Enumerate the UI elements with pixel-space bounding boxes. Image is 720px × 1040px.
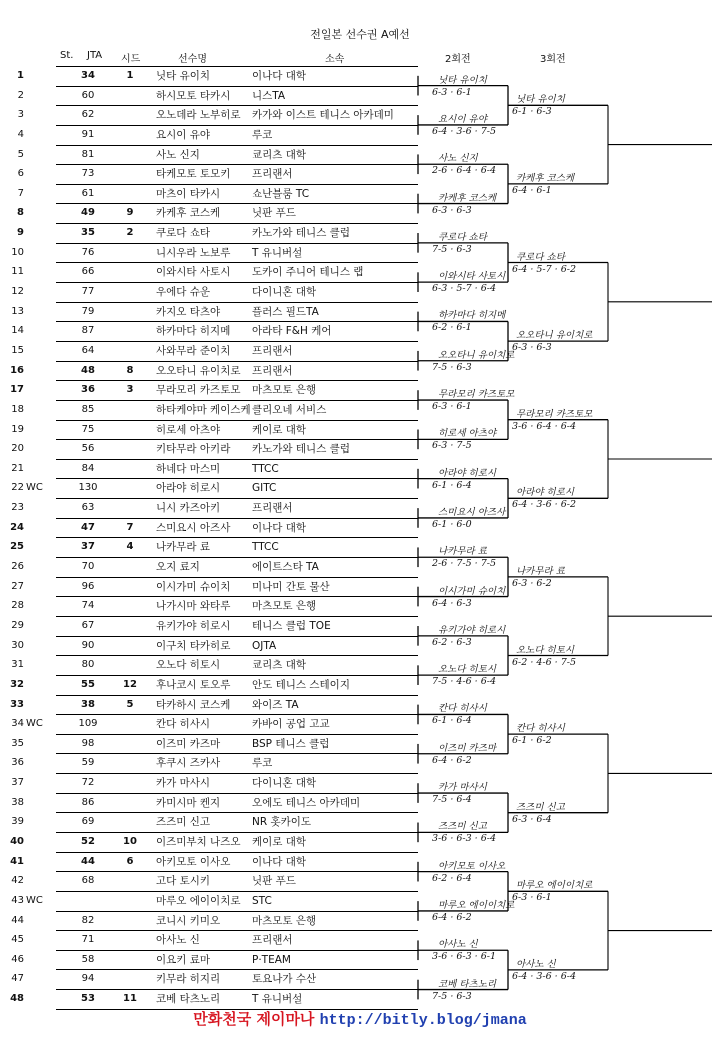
player-affiliation: 마츠모토 은행 [252, 600, 317, 613]
player-name: 이시가미 슈이치 [156, 580, 231, 593]
round3-winner: 아라야 히로시 [516, 487, 575, 499]
seed: 7 [126, 521, 134, 533]
player-name: 고다 토시키 [156, 875, 211, 888]
player-name: 유키가야 히로시 [156, 619, 231, 632]
seed: 3 [126, 384, 134, 396]
jta-rank: 72 [81, 777, 95, 789]
footer-brand: 만화천국 제이마나 [193, 1010, 315, 1028]
player-number: 11 [11, 266, 24, 278]
round2-winner: 이와시타 사토시 [438, 271, 506, 283]
player-name: 오오타니 유이치로 [156, 364, 241, 377]
player-affiliation: 프리랜서 [252, 934, 293, 947]
jta-rank: 80 [81, 659, 95, 671]
player-number: 27 [11, 580, 24, 592]
jta-rank: 62 [81, 109, 95, 121]
seed: 1 [126, 70, 134, 81]
wildcard-mark: WC [26, 894, 43, 906]
jta-rank: 55 [81, 678, 95, 690]
player-affiliation: BSP 테니스 클럽 [252, 737, 330, 750]
player-affiliation: 프리랜서 [252, 344, 293, 357]
jta-rank: 60 [81, 89, 95, 101]
player-name: 이요키 료마 [156, 953, 211, 966]
player-number: 33 [10, 698, 24, 710]
player-number: 45 [11, 934, 24, 946]
player-affiliation: T 유니버설 [252, 993, 303, 1006]
player-affiliation: 와이즈 TA [252, 698, 299, 711]
jta-rank: 77 [81, 286, 95, 298]
player-affiliation: 테니스 클럽 TOE [252, 619, 331, 632]
player-name: 아키모토 이사오 [156, 855, 231, 868]
player-number: 24 [10, 521, 24, 533]
round3-winner: 즈즈미 신고 [516, 801, 565, 813]
player-name: 하카마다 히지메 [156, 325, 231, 338]
round2-score: 7-5 · 6-3 [432, 243, 472, 255]
player-affiliation: 토요나가 수산 [252, 973, 317, 986]
player-name: 오노데라 노부히로 [156, 109, 241, 122]
round3-score: 6-4 · 3-6 · 6-2 [512, 499, 577, 511]
round3-score: 6-1 · 6-2 [512, 735, 552, 747]
player-number: 9 [17, 227, 24, 239]
player-affiliation: 마츠모토 은행 [252, 384, 317, 397]
player-name: 하네다 마스미 [156, 462, 221, 475]
player-name: 쿠로다 쇼타 [156, 227, 211, 240]
player-name: 하시모토 타카시 [156, 89, 231, 102]
round2-score: 6-4 · 3-6 · 7-5 [432, 125, 497, 137]
jta-rank: 53 [81, 993, 95, 1005]
round2-score: 6-2 · 6-1 [432, 322, 472, 334]
player-name: 우에다 슈운 [156, 286, 211, 299]
round2-score: 7-5 · 4-6 · 6-4 [432, 676, 497, 688]
seed: 11 [123, 993, 137, 1005]
player-name: 키무라 히지리 [156, 973, 221, 986]
player-name: 니시 카즈아키 [156, 502, 221, 515]
jta-rank: 34 [81, 70, 95, 81]
jta-rank: 84 [81, 462, 95, 474]
round3-score: 6-2 · 4-6 · 7-5 [512, 656, 577, 668]
player-number: 17 [10, 384, 24, 396]
player-affiliation: NR 홋카이도 [252, 816, 312, 829]
player-affiliation: 플러스 필드TA [252, 305, 319, 318]
seed: 10 [123, 835, 137, 847]
player-number: 36 [11, 757, 24, 769]
round3-winner: 칸다 히사시 [516, 723, 565, 735]
round2-winner: 칸다 히사시 [438, 703, 487, 715]
player-affiliation: 안도 테니스 스테이지 [252, 678, 350, 691]
player-number: 14 [11, 325, 24, 337]
player-name: 이와시타 사토시 [156, 266, 231, 279]
player-name: 닛타 유이치 [156, 70, 211, 82]
round2-winner: 히로세 아츠야 [438, 428, 497, 440]
round2-winner: 아키모토 이사오 [438, 860, 506, 872]
player-name: 오지 료지 [156, 561, 200, 574]
player-name: 키타무라 아키라 [156, 443, 231, 456]
player-name: 칸다 히사시 [156, 718, 211, 731]
round2-score: 7-5 · 6-3 [432, 990, 472, 1002]
player-number: 13 [11, 305, 24, 317]
player-affiliation: 도카이 주니어 테니스 랩 [252, 266, 364, 279]
player-name: 사노 신지 [156, 148, 200, 161]
player-affiliation: GITC [252, 482, 277, 495]
player-name: 즈즈미 신고 [156, 816, 211, 829]
jta-rank: 66 [81, 266, 95, 278]
player-affiliation: T 유니버설 [252, 246, 303, 259]
player-name: 코베 타츠노리 [156, 993, 221, 1006]
player-name: 카미시마 켄지 [156, 796, 221, 809]
player-number: 29 [11, 619, 24, 631]
jta-rank: 79 [81, 305, 95, 317]
player-number: 39 [11, 816, 24, 828]
header-jta: JTA [87, 50, 103, 61]
jta-rank: 52 [81, 835, 95, 847]
page-title: 전일본 선수권 A예선 [310, 28, 410, 41]
header-round2: 2회전 [445, 54, 471, 65]
player-affiliation: TTCC [252, 541, 279, 554]
player-number: 44 [11, 914, 24, 926]
round3-winner: 아사노 신 [516, 958, 556, 970]
jta-rank: 48 [81, 364, 95, 376]
player-number: 23 [11, 502, 24, 514]
player-number: 8 [17, 207, 24, 219]
round2-winner: 스미요시 아즈사 [438, 506, 506, 518]
jta-rank: 90 [81, 639, 95, 651]
player-affiliation: 카가와 이스트 테니스 아카데미 [252, 109, 394, 122]
round3-winner: 카케후 코스케 [516, 172, 575, 184]
player-affiliation: 이나다 대학 [252, 70, 307, 82]
round3-winner: 오노다 히토시 [516, 644, 575, 656]
player-name: 나카무라 료 [156, 541, 211, 554]
jta-rank: 38 [81, 698, 95, 710]
player-affiliation: 다이니혼 대학 [252, 286, 317, 299]
player-name: 카케후 코스케 [156, 207, 221, 220]
jta-rank: 63 [81, 502, 95, 514]
jta-rank: 37 [81, 541, 95, 553]
seed: 9 [126, 207, 134, 219]
round2-winner: 마루오 에이이치로 [438, 899, 515, 911]
player-name: 코니시 키미오 [156, 914, 221, 927]
player-number: 22 [11, 482, 24, 494]
player-name: 타케모토 토모키 [156, 168, 231, 181]
player-number: 26 [11, 561, 24, 573]
round2-winner: 이즈미 카즈마 [438, 742, 497, 754]
jta-rank: 74 [81, 600, 95, 612]
player-affiliation: 쇼난블룸 TC [252, 187, 310, 200]
jta-rank: 70 [81, 561, 95, 573]
footer-url-link[interactable]: http://bitly.blog/jmana [319, 1012, 527, 1029]
jta-rank: 36 [81, 384, 95, 396]
player-affiliation: 아라타 F&H 케어 [252, 325, 332, 338]
round2-score: 6-1 · 6-4 [432, 479, 472, 491]
round3-score: 6-4 · 5-7 · 6-2 [512, 263, 577, 275]
player-name: 마루오 에이이치로 [156, 894, 241, 907]
round3-score: 6-4 · 6-1 [512, 184, 552, 196]
jta-rank: 47 [81, 521, 95, 533]
jta-rank: 91 [81, 128, 95, 140]
player-number: 4 [17, 128, 24, 140]
seed: 12 [123, 678, 137, 690]
round2-score: 6-4 · 6-3 [432, 597, 472, 609]
round2-winner: 무라모리 카즈토모 [438, 389, 515, 401]
round3-score: 6-4 · 3-6 · 6-4 [512, 970, 577, 982]
wildcard-mark: WC [26, 718, 43, 730]
player-number: 30 [11, 639, 24, 651]
player-number: 16 [10, 364, 24, 376]
player-number: 42 [11, 875, 24, 887]
player-affiliation: 프리랜서 [252, 502, 293, 515]
seed: 6 [126, 855, 134, 867]
seed: 4 [126, 541, 134, 553]
player-name: 나가시마 와타루 [156, 600, 231, 613]
round2-score: 3-6 · 6-3 · 6-1 [432, 951, 497, 963]
round2-score: 3-6 · 6-3 · 6-4 [432, 833, 497, 845]
round2-score: 6-4 · 6-2 [432, 911, 472, 923]
player-name: 무라모리 카즈토모 [156, 384, 241, 397]
player-affiliation: STC [252, 894, 272, 907]
player-number: 25 [10, 541, 24, 553]
player-number: 15 [11, 344, 24, 356]
player-name: 아사노 신 [156, 934, 200, 947]
player-affiliation: 쿄리츠 대학 [252, 659, 307, 672]
player-affiliation: P·TEAM [252, 953, 291, 966]
jta-rank: 130 [78, 482, 98, 494]
player-number: 7 [17, 187, 24, 199]
wildcard-mark: WC [26, 482, 43, 494]
player-name: 카지오 타츠야 [156, 305, 221, 318]
jta-rank: 76 [81, 246, 95, 258]
round2-winner: 아사노 신 [438, 939, 478, 951]
player-affiliation: 케이로 대학 [252, 423, 307, 436]
player-number: 47 [11, 973, 24, 985]
round3-winner: 쿠로다 쇼타 [516, 251, 565, 263]
jta-rank: 35 [81, 227, 95, 239]
round3-winner: 마루오 에이이치로 [516, 880, 593, 892]
player-number: 32 [10, 678, 24, 690]
round2-winner: 요시이 유야 [438, 113, 487, 125]
round3-score: 6-3 · 6-3 [512, 342, 552, 354]
player-number: 40 [10, 835, 24, 847]
round2-winner: 나카무라 료 [438, 546, 487, 558]
round3-winner: 닛타 유이치 [516, 94, 565, 106]
jta-rank: 109 [78, 718, 98, 730]
player-affiliation: 에이트스타 TA [252, 561, 319, 574]
player-name: 이즈미 카즈마 [156, 737, 221, 750]
jta-rank: 44 [81, 855, 95, 867]
round2-score: 6-1 · 6-4 [432, 715, 472, 727]
round3-winner: 오오타니 유이치로 [516, 330, 593, 342]
player-name: 이구치 타카히로 [156, 639, 231, 652]
player-name: 니시우라 노보루 [156, 246, 231, 259]
player-affiliation: 마츠모토 은행 [252, 914, 317, 927]
round2-winner: 쿠로다 쇼타 [438, 231, 487, 243]
player-affiliation: 카노가와 테니스 클럽 [252, 443, 350, 456]
round2-winner: 코베 타츠노리 [438, 978, 497, 990]
player-affiliation: 닛판 푸드 [252, 207, 296, 220]
jta-rank: 94 [81, 973, 95, 985]
player-number: 5 [17, 148, 24, 160]
round2-score: 6-3 · 6-1 [432, 401, 472, 413]
player-affiliation: 루코 [252, 128, 273, 141]
jta-rank: 59 [81, 757, 95, 769]
round3-score: 6-1 · 6-3 [512, 106, 552, 118]
round2-score: 2-6 · 6-4 · 6-4 [432, 165, 497, 177]
round3-score: 3-6 · 6-4 · 6-4 [512, 420, 577, 432]
jta-rank: 85 [81, 403, 95, 415]
jta-rank: 71 [81, 934, 95, 946]
player-name: 아라야 히로시 [156, 482, 221, 495]
round2-score: 6-1 · 6-0 [432, 518, 472, 530]
player-affiliation: 니스TA [252, 89, 286, 102]
round2-winner: 오노다 히토시 [438, 664, 497, 676]
player-number: 18 [11, 403, 24, 415]
player-number: 38 [11, 796, 24, 808]
seed: 5 [126, 698, 134, 710]
header-name: 선수명 [178, 54, 207, 65]
player-name: 히로세 아츠야 [156, 423, 221, 436]
player-number: 10 [11, 246, 24, 258]
player-name: 후나코시 토오루 [156, 678, 231, 691]
jta-rank: 87 [81, 325, 95, 337]
round3-score: 6-3 · 6-1 [512, 892, 552, 904]
player-number: 41 [10, 855, 24, 867]
jta-rank: 56 [81, 443, 95, 455]
round2-winner: 닛타 유이치 [438, 74, 487, 86]
player-affiliation: OJTA [252, 639, 277, 652]
player-name: 카가 마사시 [156, 777, 211, 790]
round2-score: 6-3 · 5-7 · 6-4 [432, 283, 497, 295]
player-affiliation: TTCC [252, 462, 279, 475]
player-name: 마츠이 타카시 [156, 187, 221, 200]
player-number: 43 [11, 894, 24, 906]
jta-rank: 75 [81, 423, 95, 435]
player-number: 34 [11, 718, 24, 730]
round2-winner: 아라야 히로시 [438, 467, 497, 479]
player-affiliation: 프리랜서 [252, 168, 293, 181]
player-number: 31 [11, 659, 24, 671]
round3-score: 6-3 · 6-2 [512, 577, 552, 589]
header-seed: 시드 [121, 54, 141, 65]
player-number: 6 [17, 168, 24, 180]
player-name: 하타케야마 케이스케 [156, 403, 251, 416]
player-affiliation: 케이로 대학 [252, 835, 307, 848]
player-name: 이즈미부치 나즈오 [156, 835, 241, 848]
jta-rank: 64 [81, 344, 95, 356]
round2-winner: 하카마다 히지메 [438, 310, 506, 322]
player-number: 48 [10, 993, 24, 1005]
round2-score: 6-4 · 6-2 [432, 754, 472, 766]
header-st: St. [60, 50, 74, 61]
header-round3: 3회전 [540, 54, 566, 65]
seed: 2 [126, 227, 134, 239]
jta-rank: 68 [81, 875, 95, 887]
player-number: 12 [11, 286, 24, 298]
player-number: 1 [17, 70, 24, 81]
round2-score: 6-3 · 6-1 [432, 86, 472, 98]
round3-score: 6-3 · 6-4 [512, 813, 552, 825]
round2-score: 6-2 · 6-3 [432, 636, 472, 648]
player-name: 오노다 히토시 [156, 659, 221, 672]
player-affiliation: 클리오네 서비스 [252, 403, 327, 416]
player-affiliation: 오에도 테니스 아카데미 [252, 796, 361, 809]
jta-rank: 69 [81, 816, 95, 828]
player-name: 타카하시 코스케 [156, 698, 231, 711]
jta-rank: 61 [81, 187, 95, 199]
jta-rank: 49 [81, 207, 95, 219]
player-number: 21 [11, 462, 24, 474]
jta-rank: 58 [81, 953, 95, 965]
player-affiliation: 루코 [252, 757, 273, 770]
round2-winner: 이시가미 슈이치 [438, 585, 506, 597]
jta-rank: 73 [81, 168, 95, 180]
player-name: 요시이 유야 [156, 128, 211, 141]
jta-rank: 86 [81, 796, 95, 808]
player-number: 46 [11, 953, 24, 965]
jta-rank: 81 [81, 148, 95, 160]
player-number: 28 [11, 600, 24, 612]
player-affiliation: 다이니혼 대학 [252, 777, 317, 790]
jta-rank: 98 [81, 737, 95, 749]
round2-score: 6-2 · 6-4 [432, 872, 472, 884]
player-affiliation: 이나다 대학 [252, 521, 307, 534]
player-number: 2 [17, 89, 24, 101]
footer [0, 1008, 720, 1029]
round2-score: 6-3 · 6-3 [432, 204, 472, 216]
player-affiliation: 이나다 대학 [252, 855, 307, 868]
player-number: 19 [11, 423, 24, 435]
player-name: 스미요시 아즈사 [156, 521, 231, 534]
player-affiliation: 닛판 푸드 [252, 875, 296, 888]
round3-winner: 나카무라 료 [516, 565, 565, 577]
round2-winner: 사노 신지 [438, 153, 478, 165]
player-number: 37 [11, 777, 24, 789]
round2-score: 2-6 · 7-5 · 7-5 [432, 558, 497, 570]
player-number: 3 [17, 109, 24, 121]
jta-rank: 96 [81, 580, 95, 592]
round2-winner: 유키가야 히로시 [438, 624, 506, 636]
player-affiliation: 프리랜서 [252, 364, 293, 377]
player-number: 20 [11, 443, 24, 455]
player-number: 35 [11, 737, 24, 749]
player-name: 사와무라 준이치 [156, 344, 231, 357]
player-name: 후쿠시 즈카사 [156, 757, 221, 770]
player-affiliation: 카노가와 테니스 클럽 [252, 227, 350, 240]
player-affiliation: 쿄리츠 대학 [252, 148, 307, 161]
round2-score: 6-3 · 7-5 [432, 440, 472, 452]
jta-rank: 67 [81, 619, 95, 631]
round2-winner: 카케후 코스케 [438, 192, 497, 204]
round2-score: 7-5 · 6-4 [432, 794, 472, 806]
round2-winner: 즈즈미 신고 [438, 821, 487, 833]
header-affiliation: 소속 [325, 54, 345, 65]
round3-winner: 무라모리 카즈토모 [516, 408, 593, 420]
round2-score: 7-5 · 6-3 [432, 361, 472, 373]
jta-rank: 82 [81, 914, 95, 926]
round2-winner: 카가 마사시 [438, 782, 487, 794]
seed: 8 [126, 364, 134, 376]
player-affiliation: 미나미 간토 물산 [252, 580, 330, 593]
round2-winner: 오오타니 유이치로 [438, 349, 515, 361]
player-affiliation: 카바이 공업 고교 [252, 718, 330, 731]
